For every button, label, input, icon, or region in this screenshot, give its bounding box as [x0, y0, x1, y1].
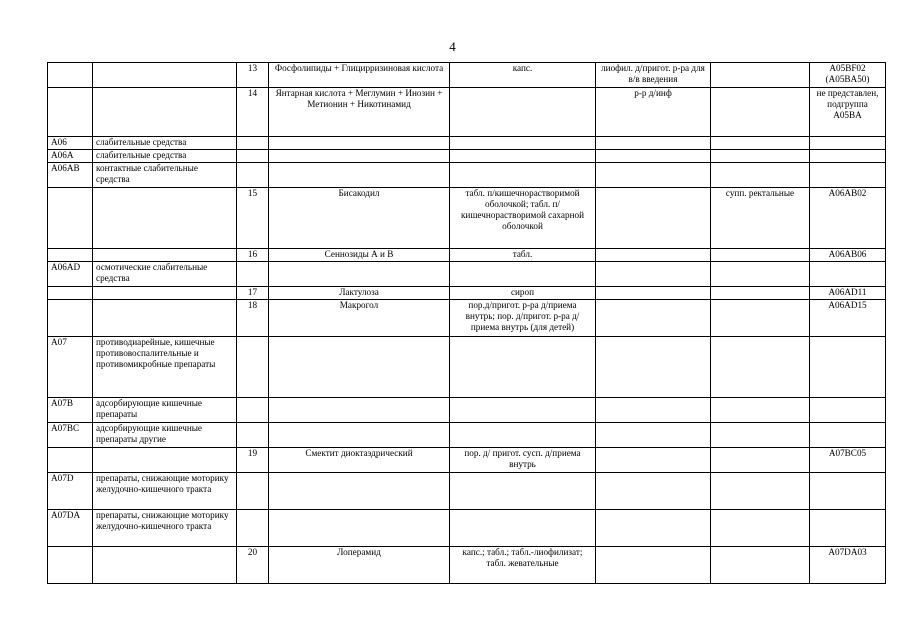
additional-form-cell [711, 448, 810, 473]
atc-drug-code-cell: не представлен, подгруппа A05BA [810, 88, 886, 137]
drug-name-cell: Янтарная кислота + Меглумин + Инозин + Метионин + Никотинамид [269, 88, 450, 137]
dosage-form-cell: сироп [450, 287, 596, 300]
table-row [48, 448, 886, 473]
table-row [48, 262, 886, 287]
dosage-form-cell [450, 337, 596, 398]
group-name-cell [93, 249, 237, 262]
drug-name-cell [269, 473, 450, 510]
additional-form-cell [711, 423, 810, 448]
dosage-form-2-cell [596, 423, 711, 448]
additional-form-cell [711, 300, 810, 337]
dosage-form-cell [450, 150, 596, 163]
table-row [48, 150, 886, 163]
dosage-form-cell: капс. [450, 63, 596, 88]
additional-form-cell: супп. ректальные [711, 188, 810, 249]
dosage-form-cell: пор. д/ пригот. сусп. д/приема внутрь [450, 448, 596, 473]
row-number-cell: 16 [237, 249, 269, 262]
additional-form-cell [711, 262, 810, 287]
additional-form-cell [711, 337, 810, 398]
drug-name-cell [269, 262, 450, 287]
row-number-cell [237, 150, 269, 163]
dosage-form-2-cell [596, 337, 711, 398]
additional-form-cell [711, 150, 810, 163]
atc-code-cell: A06 [48, 137, 93, 150]
atc-drug-code-cell [810, 163, 886, 188]
group-name-cell [93, 88, 237, 137]
drug-name-cell: Сеннозиды А и В [269, 249, 450, 262]
dosage-form-2-cell [596, 137, 711, 150]
group-name-cell [93, 547, 237, 584]
row-number-cell [237, 398, 269, 423]
dosage-form-cell: пор.д/пригот. р-ра д/приема внутрь; пор. д/пригот. р-ра д/приема внутрь (для детей) [450, 300, 596, 337]
row-number-cell: 17 [237, 287, 269, 300]
atc-drug-code-cell: A07BC05 [810, 448, 886, 473]
additional-form-cell [711, 137, 810, 150]
dosage-form-cell: табл. п/кишечнорастворимой оболочкой; табл. п/кишечнорастворимой сахарной оболочкой [450, 188, 596, 249]
row-number-cell [237, 137, 269, 150]
group-name-cell: адсорбирующие кишечные препараты другие [93, 423, 237, 448]
table-row [48, 473, 886, 510]
additional-form-cell [711, 287, 810, 300]
dosage-form-2-cell [596, 163, 711, 188]
page-number: 4 [449, 39, 456, 54]
dosage-form-2-cell [596, 448, 711, 473]
atc-code-cell: A07 [48, 337, 93, 398]
additional-form-cell [711, 547, 810, 584]
dosage-form-2-cell [596, 262, 711, 287]
group-name-cell: осмотические слабительные средства [93, 262, 237, 287]
atc-code-cell: A07D [48, 473, 93, 510]
drug-name-cell [269, 423, 450, 448]
atc-code-cell: A07B [48, 398, 93, 423]
drug-list-table [47, 62, 886, 584]
drug-name-cell [269, 137, 450, 150]
drug-name-cell [269, 337, 450, 398]
atc-drug-code-cell [810, 510, 886, 547]
atc-code-cell [48, 249, 93, 262]
dosage-form-2-cell [596, 300, 711, 337]
atc-drug-code-cell: A06AB06 [810, 249, 886, 262]
atc-code-cell [48, 547, 93, 584]
table-row [48, 63, 886, 88]
additional-form-cell [711, 249, 810, 262]
dosage-form-cell [450, 473, 596, 510]
atc-drug-code-cell [810, 337, 886, 398]
group-name-cell: препараты, снижающие моторику желудочно-кишечного тракта [93, 510, 237, 547]
additional-form-cell [711, 510, 810, 547]
row-number-cell: 18 [237, 300, 269, 337]
row-number-cell [237, 423, 269, 448]
atc-code-cell: A06AD [48, 262, 93, 287]
dosage-form-cell [450, 510, 596, 547]
atc-drug-code-cell: A06AD11 [810, 287, 886, 300]
atc-code-cell [48, 448, 93, 473]
atc-code-cell [48, 63, 93, 88]
drug-name-cell [269, 163, 450, 188]
atc-drug-code-cell [810, 398, 886, 423]
drug-name-cell: Бисакодил [269, 188, 450, 249]
table-row [48, 300, 886, 337]
drug-name-cell [269, 398, 450, 423]
dosage-form-2-cell [596, 249, 711, 262]
atc-drug-code-cell: A05BF02 (A05BA50) [810, 63, 886, 88]
group-name-cell [93, 300, 237, 337]
table-row [48, 249, 886, 262]
atc-code-cell [48, 300, 93, 337]
row-number-cell [237, 510, 269, 547]
atc-code-cell [48, 287, 93, 300]
additional-form-cell [711, 473, 810, 510]
atc-drug-code-cell: A07DA03 [810, 547, 886, 584]
dosage-form-2-cell [596, 150, 711, 163]
atc-drug-code-cell [810, 137, 886, 150]
group-name-cell: препараты, снижающие моторику желудочно-кишечного тракта [93, 473, 237, 510]
additional-form-cell [711, 63, 810, 88]
table-row [48, 137, 886, 150]
atc-drug-code-cell: A06AB02 [810, 188, 886, 249]
dosage-form-2-cell [596, 473, 711, 510]
drug-name-cell: Лоперамид [269, 547, 450, 584]
table-row [48, 287, 886, 300]
atc-code-cell [48, 188, 93, 249]
row-number-cell [237, 262, 269, 287]
atc-code-cell [48, 88, 93, 137]
dosage-form-2-cell [596, 188, 711, 249]
row-number-cell: 14 [237, 88, 269, 137]
atc-drug-code-cell [810, 150, 886, 163]
additional-form-cell [711, 163, 810, 188]
table-row [48, 337, 886, 398]
drug-name-cell: Лактулоза [269, 287, 450, 300]
atc-drug-code-cell [810, 473, 886, 510]
additional-form-cell [711, 88, 810, 137]
group-name-cell [93, 287, 237, 300]
dosage-form-cell [450, 163, 596, 188]
additional-form-cell [711, 398, 810, 423]
group-name-cell [93, 188, 237, 249]
atc-drug-code-cell [810, 262, 886, 287]
dosage-form-2-cell [596, 510, 711, 547]
drug-name-cell: Макрогол [269, 300, 450, 337]
table-row [48, 510, 886, 547]
row-number-cell: 13 [237, 63, 269, 88]
row-number-cell [237, 337, 269, 398]
table-row [48, 188, 886, 249]
atc-code-cell: A06A [48, 150, 93, 163]
table-row [48, 423, 886, 448]
dosage-form-cell [450, 423, 596, 448]
dosage-form-2-cell [596, 398, 711, 423]
table-row [48, 547, 886, 584]
dosage-form-2-cell: лиофил. д/пригот. р-ра для в/в введения [596, 63, 711, 88]
drug-name-cell: Смектит диоктаэдрический [269, 448, 450, 473]
group-name-cell: слабительные средства [93, 150, 237, 163]
dosage-form-cell: табл. [450, 249, 596, 262]
group-name-cell [93, 448, 237, 473]
row-number-cell: 19 [237, 448, 269, 473]
dosage-form-2-cell [596, 547, 711, 584]
atc-drug-code-cell [810, 423, 886, 448]
row-number-cell: 15 [237, 188, 269, 249]
atc-drug-code-cell: A06AD15 [810, 300, 886, 337]
atc-code-cell: A06AB [48, 163, 93, 188]
table-row [48, 163, 886, 188]
dosage-form-cell [450, 88, 596, 137]
atc-code-cell: A07DA [48, 510, 93, 547]
table-row [48, 88, 886, 137]
group-name-cell: противодиарейные, кишечные противовоспалительные и противомикробные препараты [93, 337, 237, 398]
dosage-form-2-cell: р-р д/инф [596, 88, 711, 137]
dosage-form-cell: капс.; табл.; табл.-лиофилизат; табл. жевательные [450, 547, 596, 584]
group-name-cell: адсорбирующие кишечные препараты [93, 398, 237, 423]
group-name-cell: слабительные средства [93, 137, 237, 150]
group-name-cell: контактные слабительные средства [93, 163, 237, 188]
group-name-cell [93, 63, 237, 88]
row-number-cell: 20 [237, 547, 269, 584]
row-number-cell [237, 473, 269, 510]
row-number-cell [237, 163, 269, 188]
table-row [48, 398, 886, 423]
dosage-form-2-cell [596, 287, 711, 300]
drug-name-cell [269, 510, 450, 547]
dosage-form-cell [450, 137, 596, 150]
dosage-form-cell [450, 398, 596, 423]
drug-name-cell: Фосфолипиды + Глицирризиновая кислота [269, 63, 450, 88]
atc-code-cell: A07BC [48, 423, 93, 448]
drug-name-cell [269, 150, 450, 163]
dosage-form-cell [450, 262, 596, 287]
